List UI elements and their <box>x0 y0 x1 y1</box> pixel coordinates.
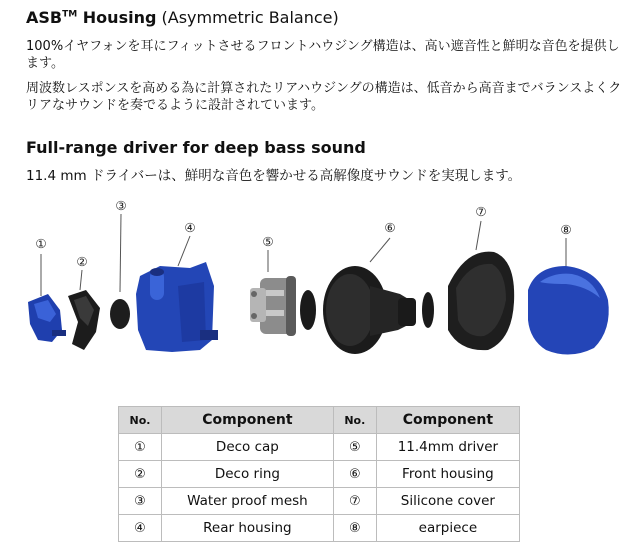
label-5: ⑤ <box>262 234 274 249</box>
label-6: ⑥ <box>384 220 396 235</box>
label-1: ① <box>35 236 47 251</box>
cell-no: ⑤ <box>333 434 376 461</box>
header-no-left: No. <box>119 407 162 434</box>
driver-part <box>250 276 296 336</box>
cell-no: ② <box>119 461 162 488</box>
table-row <box>119 434 520 461</box>
cell-component: 11.4mm driver <box>376 434 519 461</box>
inner-mesh-disk <box>422 292 434 328</box>
cell-component: Deco cap <box>162 434 334 461</box>
driver-subtitle: 11.4 mm ドライバーは、鮮明な音色を響かせる高解像度サウンドを実現します。 <box>26 168 522 184</box>
title-paren: (Asymmetric Balance) <box>156 8 339 27</box>
cell-component: Rear housing <box>162 515 334 542</box>
exploded-view-illustration <box>0 190 640 400</box>
paragraph-rear-housing: 周波数レスポンスを高める為に計算されたリアハウジングの構造は、低音から高音までバランスよくクリアなサウンドを奏でるように設計されています。 <box>26 81 622 113</box>
component-table <box>118 406 520 542</box>
trademark-sup: TM <box>62 9 78 20</box>
cell-no: ⑧ <box>333 515 376 542</box>
table-row <box>119 461 520 488</box>
cell-component: Water proof mesh <box>162 488 334 515</box>
cell-component: Front housing <box>376 461 519 488</box>
rear-housing-part <box>136 262 218 352</box>
cell-component: Deco ring <box>162 461 334 488</box>
silicone-cover-part <box>448 252 514 351</box>
section-title-asb <box>26 8 339 27</box>
exploded-view-diagram <box>0 190 640 400</box>
section-title-driver: Full-range driver for deep bass sound <box>26 138 366 157</box>
deco-cap-part <box>28 294 66 342</box>
header-no-right: No. <box>333 407 376 434</box>
cell-no: ⑦ <box>333 488 376 515</box>
header-component-right: Component <box>376 407 519 434</box>
cell-no: ④ <box>119 515 162 542</box>
label-3: ③ <box>115 198 127 213</box>
table-row <box>119 488 520 515</box>
table-row <box>119 515 520 542</box>
water-proof-mesh-part <box>110 299 130 329</box>
table-header-row <box>119 407 520 434</box>
label-7: ⑦ <box>475 204 487 219</box>
cell-component: Silicone cover <box>376 488 519 515</box>
front-housing-part <box>323 266 416 354</box>
cell-component: earpiece <box>376 515 519 542</box>
cell-no: ① <box>119 434 162 461</box>
gasket-disk <box>300 290 316 330</box>
header-component-left: Component <box>162 407 334 434</box>
title-housing: Housing <box>77 8 157 27</box>
title-main: ASB <box>26 8 63 27</box>
earpiece-part <box>528 266 609 355</box>
label-4: ④ <box>184 220 196 235</box>
paragraph-front-housing: 100%イヤフォンを耳にフィットさせるフロントハウジング構造は、高い遮音性と鮮明な音色を提供します。 <box>26 39 620 71</box>
deco-ring-part <box>68 290 100 350</box>
cell-no: ⑥ <box>333 461 376 488</box>
label-8: ⑧ <box>560 222 572 237</box>
label-2: ② <box>76 254 88 269</box>
cell-no: ③ <box>119 488 162 515</box>
